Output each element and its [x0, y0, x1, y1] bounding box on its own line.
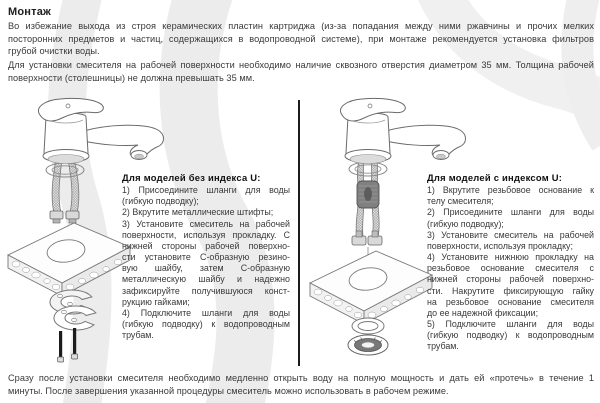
text-line: трубам.: [122, 330, 154, 341]
faucet-icon: [38, 98, 163, 163]
text-line: (гибкую подводку);: [122, 196, 199, 207]
text-line: 3) Установите смеситель на рабочей: [427, 229, 594, 240]
right-column-heading: Для моделей с индексом U:: [427, 172, 563, 183]
intro-paragraph: [8, 20, 594, 58]
instructions-with-index-u: [427, 172, 594, 353]
text-line: 5) Подключите шланги для воды: [427, 319, 594, 330]
water-hoses: [50, 159, 79, 223]
text-line: минуты. После завершения указанной процедуры смеситель можно использовать в рабочем режиме.: [8, 385, 449, 396]
text-line: (гибкую подводку);: [427, 218, 504, 229]
text-line: вую шайбу, затем С-образную: [122, 263, 290, 274]
lower-gasket-ring: [352, 318, 384, 334]
text-line: трубам.: [427, 341, 459, 352]
locking-nut: [348, 335, 388, 355]
text-line: 1) Присоедините шланги для воды: [122, 185, 290, 196]
text-line: 2) Присоедините шланги для воды: [427, 207, 594, 218]
text-line: Для установки смесителя на рабочей поверхности необходимо наличие сквозного отверстия диаметром 35 мм. Толщина рабочей: [8, 60, 594, 70]
right-column-steps: [427, 185, 594, 352]
text-line: поверхности, используя прокладку;: [427, 240, 573, 251]
gasket-ring: [349, 162, 387, 176]
countertop-slab: [8, 223, 130, 296]
text-line: грубой очистки воды.: [8, 46, 100, 57]
text-line: нижней стороны рабочей поверхно-: [122, 240, 290, 251]
text-line: нижней стороны рабочей поверхно-: [427, 274, 594, 285]
text-line: до ее надежной фиксации;: [427, 307, 539, 318]
text-line: 3) Установите смеситель на рабочей: [122, 218, 290, 229]
text-line: телу смесителя;: [427, 196, 494, 207]
left-column-steps: [122, 185, 290, 341]
countertop-slab: [310, 251, 432, 324]
threaded-base: [357, 181, 379, 208]
text-line: 2) Вкрутите металлические штифты;: [122, 207, 274, 218]
text-line: сти. Накрутите фиксирующую гайку: [427, 285, 594, 296]
text-line: Сразу после установки смесителя необходимо медленно открыть воду на полную мощность и дать ей «протечь» в течение 1: [8, 373, 594, 383]
text-line: Во избежание выхода из строя керамических пластин картриджа (из-за попадания между ними ржавчины и прочих мелких: [8, 21, 594, 31]
text-line: посторонних предметов и частиц, содержащихся в водопроводной системе), при монтаже рекомендуется установка фильтров: [8, 33, 594, 44]
metal-studs: [58, 328, 78, 362]
footer-paragraph: [8, 372, 594, 397]
text-line: рукцию гайками;: [122, 296, 190, 307]
page-title: Монтаж: [8, 6, 52, 18]
text-line: (гибкую подводку) к водопроводным: [122, 319, 290, 330]
text-line: резьбовое основание смесителя с: [427, 263, 594, 274]
text-line: зафиксируйте получившуюся конст-: [122, 285, 290, 296]
text-line: поверхности (столешницы) не должна превышать 35 мм.: [8, 72, 255, 83]
gasket-ring: [46, 163, 84, 177]
text-line: 1) Вкрутите резьбовое основание к: [427, 185, 594, 196]
left-column-heading: Для моделей без индекса U:: [122, 172, 261, 183]
text-line: металлическую шайбу и надежно: [122, 274, 290, 285]
text-line: на резьбовое основание смесителя: [427, 296, 594, 307]
text-line: 4) Подключите шланги для воды: [122, 307, 290, 318]
column-divider: [298, 100, 300, 366]
text-line: поверхности, используя прокладку. С: [122, 229, 290, 240]
text-line: (гибкую подводку) к водопроводным: [427, 330, 594, 341]
instructions-without-index-u: [122, 172, 290, 341]
text-line: сти установите С-образную резино-: [122, 252, 290, 263]
c-shaped-washers: [50, 290, 96, 330]
text-line: 4) Установите нижнюю прокладку на: [427, 252, 594, 263]
faucet-icon: [340, 98, 465, 163]
surface-requirements-paragraph: [8, 59, 594, 84]
